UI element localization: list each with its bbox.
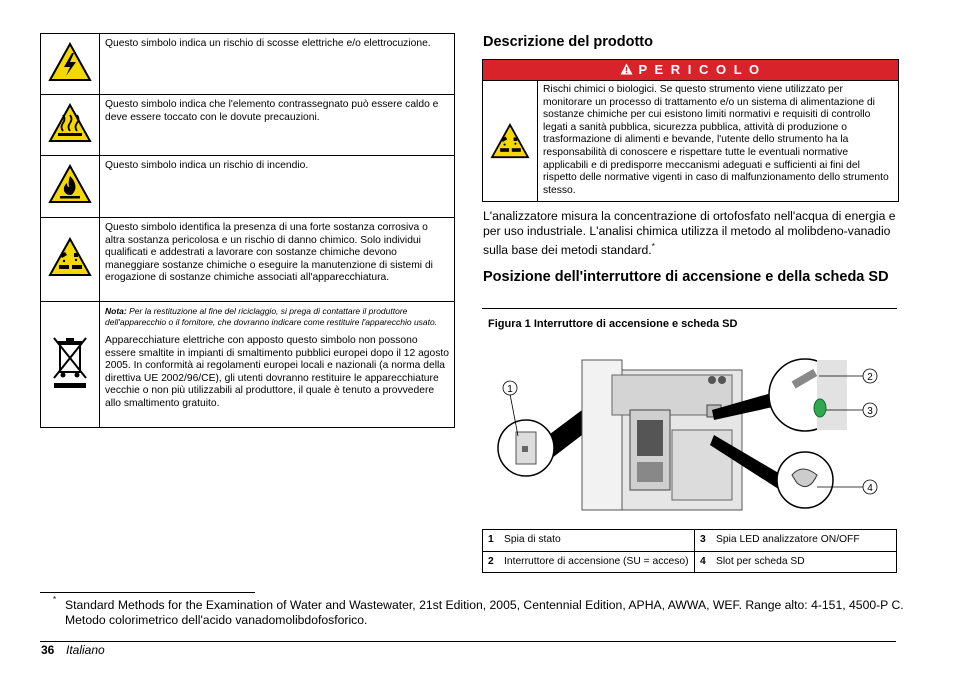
footnote-text: Standard Methods for the Examination of Water and Wastewater, 21st Edition, 2005, Centennial Edition, APHA, AWWA, WEF. Range alto: 4-151, 4500-P C. Metodo colorimetrico dell'acido vanadomolibdofosforico. [65,598,904,627]
figure-legend [482,529,897,573]
analyzer-paragraph-text: L'analizzatore misura la concentrazione di ortofosfato nell'acqua di energia e per uso industriale. L'analisi chimica utilizza il metodo al molibdeno-vanadio sulla base dei metodi standard. [483,209,896,258]
legend-num: 3 [695,530,712,552]
symbol-description: Questo simbolo identifica la presenza di una forte sostanza corrosiva o altra sostanza pericolosa e un rischio di danno chimico. Solo individui qualificati e addestrati a lavorare con sostanze chimiche devono maneggiare sostanze chimiche o eseguire la manutenzione di sistemi di erogazione di sostanze chimiche associati all'apparecchiatura. [100,218,455,302]
legend-label: Slot per scheda SD [711,551,897,573]
symbol-description: Questo simbolo indica un rischio di incendio. [100,156,455,218]
fire-hazard-icon [48,164,92,204]
symbol-cell [41,34,100,95]
legend-num: 1 [483,530,500,552]
callout-1: 1 [507,384,513,395]
hot-surface-warning-icon [48,103,92,143]
recycle-note [105,306,449,327]
symbol-description: Questo simbolo indica un rischio di scosse elettriche e/o elettrocuzione. [100,34,455,95]
symbol-description [100,302,455,428]
footnote-ref: * [651,242,655,251]
page-number: 36 [41,643,55,657]
analyzer-figure [482,350,897,520]
danger-icon-cell [483,81,538,201]
section-heading-description: Descrizione del prodotto [483,34,653,50]
symbols-table [40,33,455,428]
danger-header [483,60,898,81]
weee-text: Apparecchiature elettriche con apposto questo simbolo non possono essere smaltite in impianti di smaltimento pubblici europei dopo il 12 agosto 2005. In conformità ai regolamenti europei locali e nazionali (a norma della direttiva UE 2002/96/CE), gli utenti dovranno restituire le apparecchiature vecchie o non più utilizzabili al produttore, il quale è tenuto a provvedere allo smaltimento gratuito. [105,335,449,409]
callout-2: 2 [867,372,873,383]
electrical-shock-warning-icon [48,42,92,82]
symbol-cell [41,302,100,428]
legend-row [483,551,897,573]
section-heading-switch: Posizione dell'interruttore di accensione e della scheda SD [483,269,889,285]
legend-label: Spia di stato [499,530,695,552]
legend-label: Interruttore di accensione (SU = acceso) [499,551,695,573]
callout-3: 3 [867,406,873,417]
note-text: Per la restituzione al fine del riciclaggio, si prega di contattare il produttore dell'apparecchio o il fornitore, che dovranno indicare come restituire l'apparecchio usato. [105,306,438,327]
chemical-hazard-icon [490,123,530,159]
legend-num: 4 [695,551,712,573]
danger-text: Rischi chimici o biologici. Se questo strumento viene utilizzato per monitorare un processo di trattamento e/o un sistema di alimentazione di sostanze chimiche per cui esistono limiti normativi e requisiti di controllo legati a sanità pubblica, sicurezza pubblica, attività di produzione o trasformazione di alimenti e bevande, l'utente dello strumento ha la responsabilità di conoscere e rispettare tutte le eventuali normative applicabili e di predisporre meccanismi adeguati e sufficienti ai fini del rispetto delle normative vigenti in caso di malfunzionamento dello strumento stesso. [543,84,889,196]
footnote-mark: * [53,595,57,604]
symbol-cell [41,218,100,302]
heading-rule [482,308,897,309]
symbol-cell [41,156,100,218]
legend-num: 2 [483,551,500,573]
legend-row [483,530,897,552]
note-label: Nota: [105,306,127,316]
danger-box [482,59,899,202]
symbol-description: Questo simbolo indica che l'elemento contrassegnato può essere caldo e deve essere toccato con le dovute precauzioni. [100,95,455,156]
footer-language: Italiano [66,643,105,657]
corrosive-substance-icon [48,237,92,277]
led-icon [814,399,826,417]
footer-rule [40,641,896,642]
analyzer-paragraph [483,209,903,258]
symbol-cell [41,95,100,156]
warning-triangle-icon [620,63,633,75]
figure-caption: Figura 1 Interruttore di accensione e scheda SD [488,318,738,330]
footnote-rule [40,592,255,593]
danger-label: P E R I C O L O [638,62,762,77]
crossed-out-bin-icon [48,332,92,392]
legend-label: Spia LED analizzatore ON/OFF [711,530,897,552]
callout-4: 4 [867,483,873,494]
